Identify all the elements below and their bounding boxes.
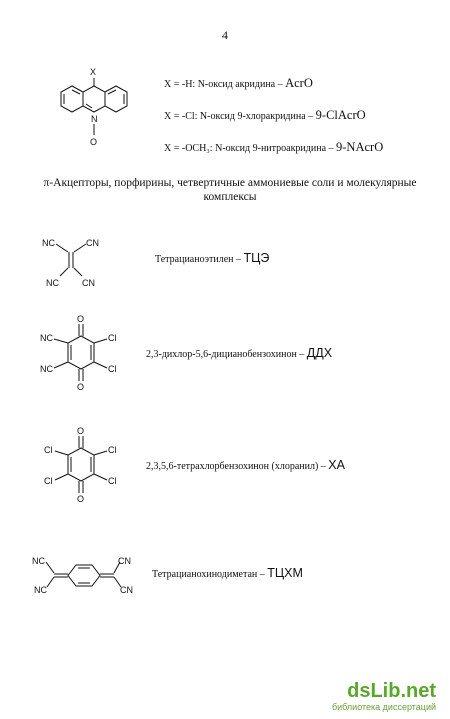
tcnq-structure [32,550,142,600]
tcnq-group-cn-bottom: CN [120,585,133,595]
acridine-n-oxide-structure [50,62,150,162]
acridine-line-2: X = -Cl: N-оксид 9-хлоракридина – 9-ClAcrO [164,108,366,122]
tcne-structure [40,230,110,290]
acridine-line-3: X = -OCH₃: N-оксид 9-нитроакридина – 9-NAcrO [164,140,384,154]
acridine-line-1: X = -H: N-оксид акридина – AcrO [164,76,313,90]
watermark-subtitle: библиотека диссертаций [331,702,436,712]
ddq-group-cl-lower: Cl [108,364,117,374]
ddq-group-o-top: O [77,314,85,324]
chloranil-structure [38,424,128,504]
chloranil-group-cl-lower-left: Cl [44,476,53,486]
compound-label-ddq: 2,3-дихлор-5,6-дицианобензохинон – ДДХ [146,346,333,360]
chloranil-group-cl-upper-left: Cl [44,445,53,455]
tcnq-group-nc-top: NC [32,556,45,566]
substituent-x-label: X [90,67,97,77]
chloranil-group-o-bottom: O [77,494,85,504]
chloranil-group-o-top: O [77,426,85,436]
ddq-group-cl-upper: Cl [108,333,117,343]
ring-nitrogen-label: N [91,114,98,124]
ddq-group-nc-lower: NC [40,364,53,374]
ddq-structure [38,312,128,392]
chloranil-group-cl-upper-right: Cl [108,445,117,455]
watermark [332,680,436,713]
tcne-group-cn-top: CN [86,238,99,248]
chloranil-group-cl-lower-right: Cl [108,476,117,486]
compound-label-chloranil: 2,3,5,6-тетрахлорбензохинон (хлоранил) – ХА [146,458,345,472]
ddq-group-nc-upper: NC [40,333,53,343]
n-oxide-oxygen-label: O [90,137,98,147]
tcnq-group-nc-bottom: NC [34,585,47,595]
page-number: 4 [222,28,228,42]
tcnq-group-cn-top: CN [118,556,131,566]
watermark-logo: dsLib.net [347,680,436,702]
tcne-group-nc-top: NC [42,238,55,248]
tcne-group-cn-bottom: CN [82,278,95,288]
compound-label-tcnq: Тетрацианохинодиметан – ТЦХМ [152,566,303,580]
ddq-group-o-bottom: O [77,382,85,392]
tcne-group-nc-bottom: NC [46,278,59,288]
section-heading: π-Акцепторы, порфирины, четвертичные аммониевые соли и молекулярные комплексы [43,177,417,203]
compound-label-tcne: Тетрацианоэтилен – ТЦЭ [155,251,270,265]
